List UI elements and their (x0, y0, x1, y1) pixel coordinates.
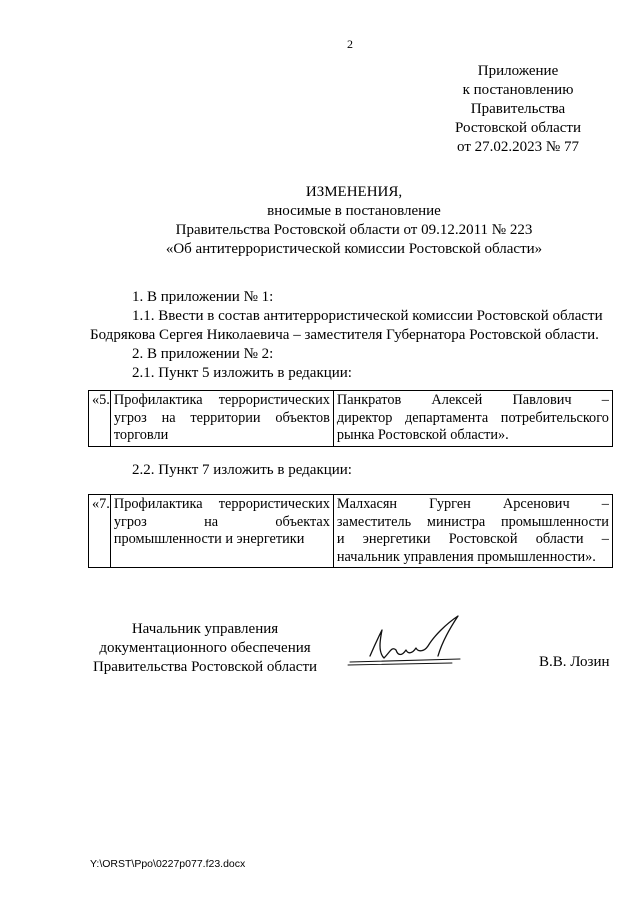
paragraph-1-1: 1.1. Ввести в состав антитеррористической комиссии Ростовской области (132, 308, 603, 324)
subject-line: торговли (113, 427, 169, 443)
title-line: Правительства Ростовской области от 09.12.2011 № 223 (175, 222, 533, 238)
subject-line: угроз на объектах (113, 513, 330, 530)
signatory-title (82, 620, 328, 677)
item-responsible (333, 495, 612, 568)
subject-line: Профилактика террористических (113, 496, 330, 512)
table-item-7 (88, 494, 613, 568)
document-title (80, 183, 628, 259)
paragraph-2-2: 2.2. Пункт 7 изложить в редакции: (132, 462, 352, 478)
responsible-line: заместитель министра промышленности (336, 513, 609, 530)
table-row (89, 391, 613, 447)
item-number: «5. (89, 391, 111, 447)
item-number: «7. (89, 495, 111, 568)
paragraph-1: 1. В приложении № 1: (132, 289, 274, 305)
signatory-line: Правительства Ростовской области (92, 659, 318, 675)
responsible-line: директор департамента потребительского (336, 409, 609, 426)
item-subject (110, 391, 333, 447)
subject-line: Профилактика террористических (113, 392, 330, 408)
table-item-5 (88, 390, 613, 447)
table-row (89, 495, 613, 568)
title-line: ИЗМЕНЕНИЯ, (305, 184, 403, 200)
appendix-line: Приложение (477, 63, 559, 79)
responsible-line: рынка Ростовской области». (336, 427, 509, 443)
paragraph-1-1-cont: Бодрякова Сергея Николаевича – заместителя Губернатора Ростовской области. (90, 327, 599, 343)
responsible-line: и энергетики Ростовской области – (336, 531, 609, 547)
signatory-name: В.В. Лозин (539, 654, 610, 670)
responsible-line: Панкратов Алексей Павлович – (336, 392, 609, 408)
appendix-line: Правительства (470, 101, 566, 117)
appendix-line: к постановлению (462, 82, 574, 98)
item-subject (110, 495, 333, 568)
appendix-line: от 27.02.2023 № 77 (457, 139, 579, 155)
appendix-header (452, 62, 584, 157)
item-responsible (333, 391, 612, 447)
subject-line: угроз на территории объектов (113, 409, 330, 426)
title-line: «Об антитеррористической комиссии Ростовской области» (165, 241, 543, 257)
appendix-line: Ростовской области (455, 120, 581, 136)
file-path: Y:\ORST\Ppo\0227p077.f23.docx (90, 858, 246, 870)
paragraph-2-1: 2.1. Пункт 5 изложить в редакции: (132, 365, 352, 381)
signatory-line: Начальник управления (131, 621, 279, 637)
handwritten-signature (340, 612, 490, 674)
title-line: вносимые в постановление (267, 203, 441, 219)
signatory-line: документационного обеспечения (99, 640, 311, 656)
paragraph-2: 2. В приложении № 2: (132, 346, 274, 362)
responsible-line: начальник управления промышленности». (336, 548, 596, 565)
page-number: 2 (347, 37, 353, 51)
subject-line: промышленности и энергетики (113, 531, 305, 547)
responsible-line: Малхасян Гурген Арсенович – (336, 496, 609, 512)
